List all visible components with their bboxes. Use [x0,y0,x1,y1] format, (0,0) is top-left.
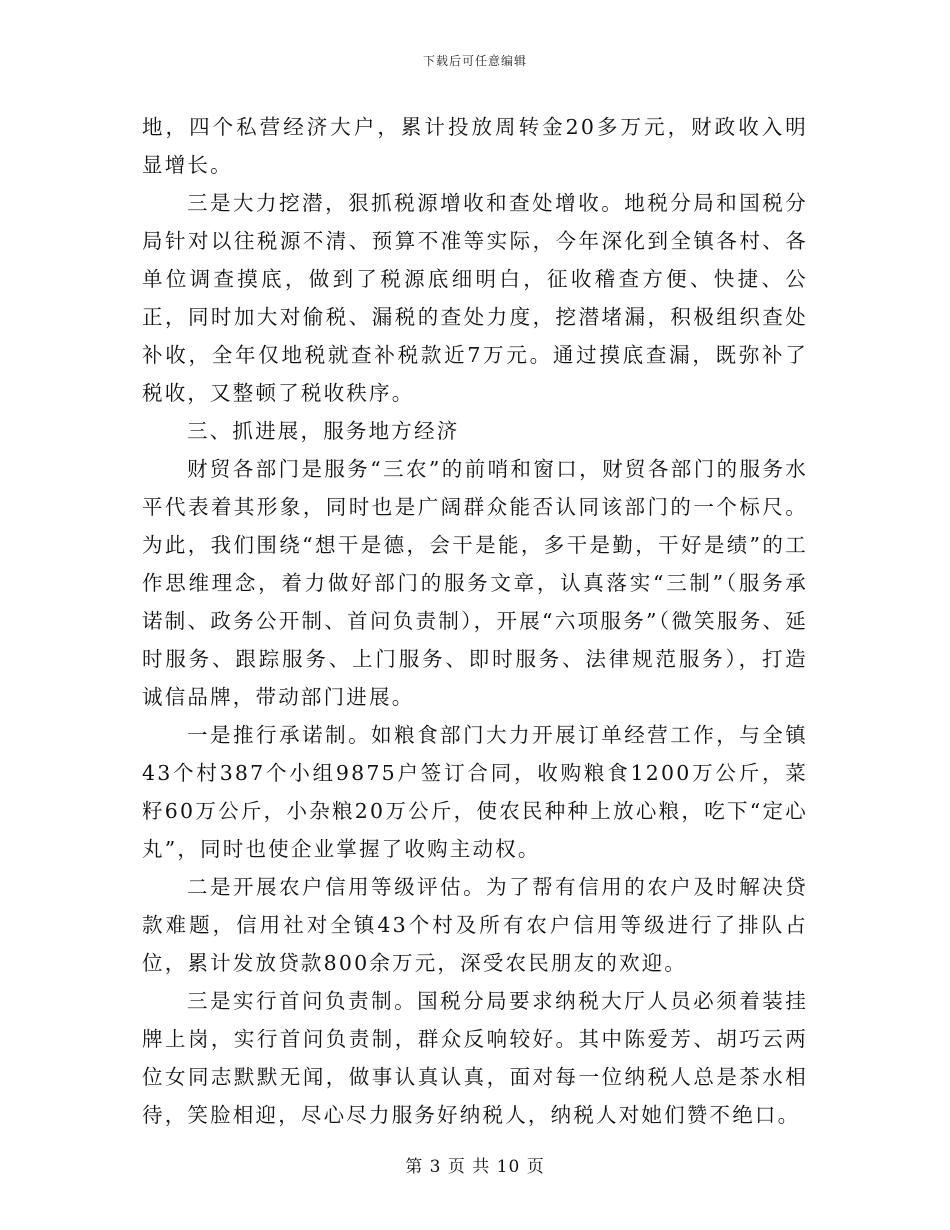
paragraph-3: 财贸各部门是服务“三农”的前哨和窗口，财贸各部门的服务水平代表着其形象，同时也是广阔群众能否认同该部门的一个标尺。为此，我们围绕“想干是德，会干是能，多干是勤，干好是绩”的工作思维理念，着力做好部门的服务文章，认真落实“三制”（服务承诺制、政务公开制、首问负责制），开展“六项服务”（微笑服务、延时服务、跟踪服务、上门服务、即时服务、法律规范服务），打造诚信品牌，带动部门进展。 [142,457,808,709]
page-header: 下载后可任意编辑 [422,54,527,68]
paragraph-6: 三是实行首问负责制。国税分局要求纳税大厅人员必须着装挂牌上岗，实行首问负责制，群众反响较好。其中陈爱芳、胡巧云两位女同志默默无闻，做事认真认真，面对每一位纳税人总是茶水相待，笑脸相迎，尽心尽力服务好纳税人，纳税人对她们赞不绝口。 [142,989,808,1127]
paragraph-5: 二是开展农户信用等级评估。为了帮有信用的农户及时解决贷款难题，信用社对全镇43个村及所有农户信用等级进行了排队占位，累计发放贷款800余万元，深受农民朋友的欢迎。 [142,875,808,975]
paragraph-2: 三是大力挖潜，狠抓税源增收和查处增收。地税分局和国税分局针对以往税源不清、预算不准等实际，今年深化到全镇各村、各单位调查摸底，做到了税源底细明白，征收稽查方便、快捷、公正，同时加大对偷税、漏税的查处力度，挖潜堵漏，积极组织查处补收，全年仅地税就查补税款近7万元。通过摸底查漏，既弥补了税收，又整顿了税收秩序。 [142,191,808,405]
page-number-footer: 第 3 页 共 10 页 [405,1157,545,1177]
paragraph-1: 地，四个私营经济大户，累计投放周转金20多万元，财政收入明显增长。 [142,115,808,177]
document-body [142,108,808,1134]
paragraph-4: 一是推行承诺制。如粮食部门大力开展订单经营工作，与全镇43个村387个小组9875户签订合同，收购粮食1200万公斤，菜籽60万公斤，小杂粮20万公斤，使农民种种上放心粮，吃下“定心丸”，同时也使企业掌握了收购主动权。 [142,723,808,861]
section-heading: 三、抓进展，服务地方经济 [187,419,460,443]
